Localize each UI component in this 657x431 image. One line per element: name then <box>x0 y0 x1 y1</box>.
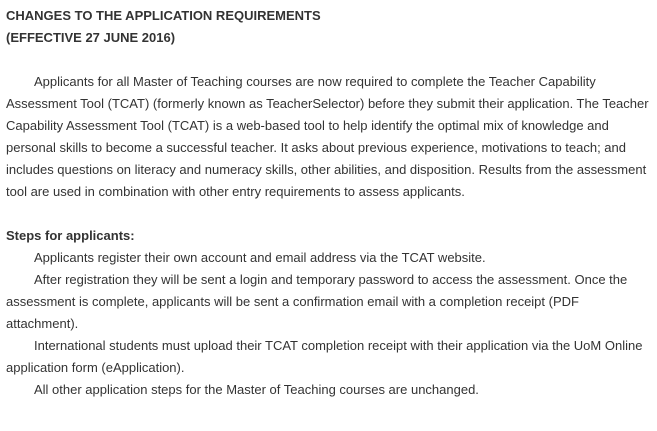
document-body <box>6 5 652 401</box>
steps-title: Steps for applicants: <box>6 228 135 243</box>
heading-line-2: (EFFECTIVE 27 JUNE 2016) <box>6 30 176 45</box>
steps-list <box>6 247 652 401</box>
heading-line-1: CHANGES TO THE APPLICATION REQUIREMENTS <box>6 8 321 23</box>
step-item: All other application steps for the Master of Teaching courses are unchanged. <box>34 382 479 397</box>
spacer <box>6 203 652 225</box>
spacer <box>6 49 652 71</box>
step-item: Applicants register their own account and email address via the TCAT website. <box>34 250 486 265</box>
step-item: International students must upload their TCAT completion receipt with their application via the UoM Online application form (eApplication). <box>6 338 643 375</box>
page-heading <box>6 5 652 49</box>
step-item: After registration they will be sent a login and temporary password to access the assessment. Once the assessment is complete, applicants will be sent a confirmation email with a completion receipt (PDF attachment). <box>6 272 628 331</box>
intro-paragraph: Applicants for all Master of Teaching courses are now required to complete the Teacher Capability Assessment Tool (TCAT) (formerly known as TeacherSelector) before they submit their application. The Teacher Capability Assessment Tool (TCAT) is a web-based tool to help identify the optimal mix of knowledge and personal skills to become a successful teacher. It asks about previous experience, motivations to teach; and includes questions on literacy and numeracy skills, other abilities, and disposition. Results from the assessment tool are used in combination with other entry requirements to assess applicants. <box>6 74 649 199</box>
